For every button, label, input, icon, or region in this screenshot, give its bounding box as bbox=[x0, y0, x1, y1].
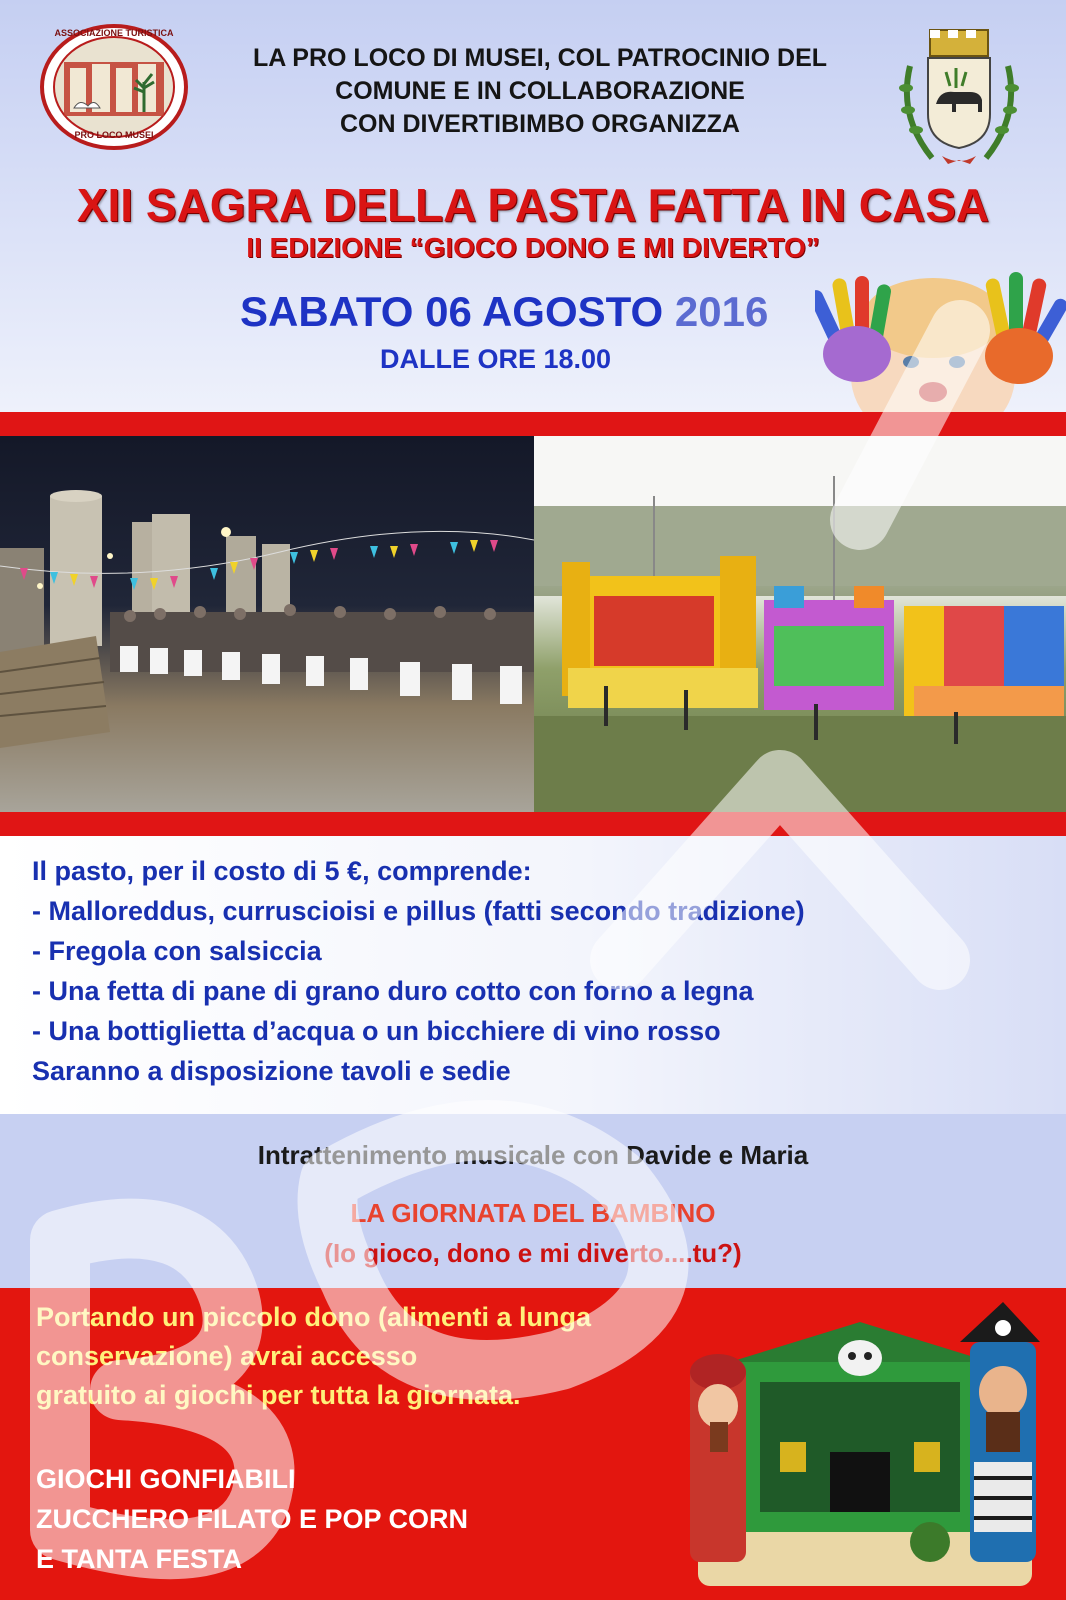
menu-item: - Una bottiglietta d’acqua o un bicchiere di vino rosso bbox=[32, 1016, 721, 1046]
bouncy-castles-photo bbox=[534, 436, 1066, 812]
feature-line: E TANTA FESTA bbox=[36, 1544, 242, 1574]
municipal-crest-icon bbox=[890, 26, 1028, 174]
kids-day-subtitle: (Io gioco, dono e mi diverto....tu?) bbox=[324, 1238, 742, 1268]
logo-text-bottom: PRO LOCO MUSEI bbox=[74, 130, 154, 140]
organizer-line-3: CON DIVERTIBIMBO ORGANIZZA bbox=[340, 110, 740, 138]
event-date-year: 2016 bbox=[674, 288, 769, 335]
entertainment-section bbox=[0, 1114, 1066, 1288]
gift-info-line: Portando un piccolo dono (alimenti a lunga bbox=[36, 1302, 592, 1332]
event-time: DALLE ORE 18.00 bbox=[380, 344, 612, 374]
organizer-line-2: COMUNE E IN COLLABORAZIONE bbox=[335, 77, 745, 105]
pirate-bouncy-castle bbox=[690, 1302, 1040, 1594]
menu-item: - Fregola con salsiccia bbox=[32, 936, 322, 966]
bottom-section bbox=[0, 1288, 1066, 1600]
feature-line: ZUCCHERO FILATO E POP CORN bbox=[36, 1504, 469, 1534]
event-date bbox=[240, 288, 768, 336]
event-subtitle: II EDIZIONE “GIOCO DONO E MI DIVERTO” bbox=[246, 232, 820, 263]
festival-crowd-photo bbox=[0, 436, 534, 812]
poster-header bbox=[0, 0, 1066, 412]
event-date-day: SABATO 06 AGOSTO bbox=[240, 288, 664, 335]
menu-note: Saranno a disposizione tavoli e sedie bbox=[32, 1056, 511, 1086]
menu-section bbox=[0, 836, 1066, 1114]
feature-line: GIOCHI GONFIABILI bbox=[36, 1464, 296, 1494]
menu-item: - Una fetta di pane di grano duro cotto con forno a legna bbox=[32, 976, 754, 1006]
gift-info-line: conservazione) avrai accesso bbox=[36, 1341, 418, 1371]
menu-item: - Malloreddus, curruscioisi e pillus (fatti secondo tradizione) bbox=[32, 896, 805, 926]
organizer-line-1: LA PRO LOCO DI MUSEI, COL PATROCINIO DEL bbox=[252, 44, 828, 72]
music-info: Intrattenimento musicale con Davide e Maria bbox=[257, 1140, 809, 1170]
event-title: XII SAGRA DELLA PASTA FATTA IN CASA bbox=[76, 179, 990, 231]
kids-day-title: LA GIORNATA DEL BAMBINO bbox=[350, 1198, 716, 1228]
painted-hands-child bbox=[815, 258, 1066, 412]
gift-info-line: gratuito ai giochi per tutta la giornata. bbox=[36, 1380, 521, 1410]
logo-text-top: ASSOCIAZIONE TURISTICA bbox=[54, 28, 174, 38]
menu-intro: Il pasto, per il costo di 5 €, comprende: bbox=[32, 856, 532, 886]
